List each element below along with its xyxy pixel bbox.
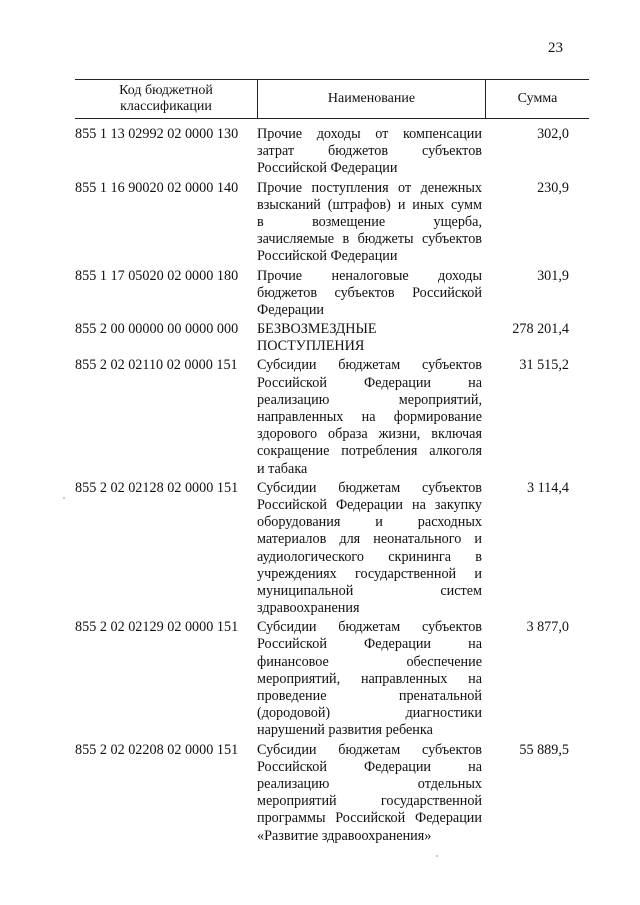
page-number: 23 — [548, 40, 563, 56]
header-code-line1: Код бюджетной — [119, 83, 213, 98]
item-name — [257, 742, 486, 845]
item-name-line: ПОСТУПЛЕНИЯ — [257, 338, 365, 355]
item-name-line: Субсидии бюджетам субъектов — [257, 357, 482, 374]
item-name — [257, 268, 486, 320]
header-code-line2: классификации — [120, 99, 212, 114]
item-name-line: затрат бюджетов субъектов — [257, 143, 482, 160]
budget-code: 855 2 02 02128 02 0000 151 — [75, 479, 239, 496]
budget-code: 855 2 02 02208 02 0000 151 — [75, 741, 239, 758]
budget-code: 855 2 00 00000 00 0000 000 — [75, 321, 239, 338]
table-row — [75, 268, 589, 320]
item-name-line: муниципальной систем — [257, 582, 482, 599]
item-name — [257, 321, 486, 355]
header-code — [75, 80, 257, 118]
item-name-line: Субсидии бюджетам субъектов — [257, 479, 482, 496]
table-row — [75, 480, 589, 618]
item-name-line: Субсидии бюджетам субъектов — [257, 741, 482, 758]
item-name-line: финансовое обеспечение — [257, 653, 482, 670]
item-name-line: мероприятий, направленных на — [257, 670, 482, 687]
item-name-line: Федерации — [257, 301, 325, 318]
item-name-line: Прочие поступления от денежных — [257, 179, 482, 196]
item-name-line: сокращение потребления алкоголя — [257, 443, 482, 460]
item-name — [257, 480, 486, 618]
amount: 278 201,4 — [512, 321, 569, 338]
table-row — [75, 357, 589, 477]
item-name — [257, 126, 486, 178]
item-name-line: аудиологического скрининга в — [257, 548, 482, 565]
item-name-line: оборудования и расходных — [257, 514, 482, 531]
item-name-line: Прочие неналоговые доходы — [257, 267, 482, 284]
item-name — [257, 357, 486, 477]
table-row — [75, 180, 589, 266]
item-name-line: Российской Федерации на закупку — [257, 496, 482, 513]
item-name-line: взысканий (штрафов) и иных сумм — [257, 196, 482, 213]
item-name-line: нарушений развития ребенка — [257, 722, 433, 739]
item-name-line: здорового образа жизни, включая — [257, 426, 482, 443]
item-name-line: Прочие доходы от компенсации — [257, 126, 482, 142]
table-header — [75, 79, 589, 119]
item-name-line: Российской Федерации — [257, 160, 398, 177]
item-name — [257, 180, 486, 266]
item-name-line: реализацию отдельных — [257, 775, 482, 792]
item-name-line: Субсидии бюджетам субъектов — [257, 619, 482, 636]
table-row — [75, 126, 589, 178]
scan-speck — [436, 855, 438, 857]
item-name-line: в возмещение ущерба, — [257, 213, 482, 230]
table-body — [75, 126, 589, 847]
item-name-line: бюджетов субъектов Российской — [257, 284, 482, 301]
amount: 55 889,5 — [519, 741, 569, 758]
table-row — [75, 619, 589, 739]
item-name-line: БЕЗВОЗМЕЗДНЫЕ — [257, 321, 377, 338]
item-name-line: «Развитие здравоохранения» — [257, 827, 432, 844]
item-name-line: проведение пренатальной — [257, 688, 482, 704]
item-name-line: материалов для неонатального и — [257, 531, 482, 548]
header-name: Наименование — [257, 80, 486, 118]
item-name-line: и табака — [257, 460, 308, 477]
budget-code: 855 2 02 02110 02 0000 151 — [75, 357, 238, 374]
amount: 302,0 — [537, 126, 569, 142]
item-name-line: Российской Федерации на — [257, 758, 482, 775]
table-row — [75, 321, 589, 355]
amount: 31 515,2 — [519, 357, 569, 374]
item-name-line: (дородовой) диагностики — [257, 705, 482, 722]
budget-code: 855 1 17 05020 02 0000 180 — [75, 267, 239, 284]
budget-code: 855 1 13 02992 02 0000 130 — [75, 126, 239, 142]
item-name-line: программы Российской Федерации — [257, 810, 482, 827]
item-name-line: зачисляемые в бюджеты субъектов — [257, 231, 482, 248]
amount: 230,9 — [537, 179, 569, 196]
item-name-line: направленных на формирование — [257, 409, 482, 425]
amount: 3 877,0 — [526, 619, 569, 636]
amount: 3 114,4 — [526, 479, 569, 496]
amount: 301,9 — [537, 267, 569, 284]
item-name-line: Российской Федерации на — [257, 374, 482, 391]
item-name-line: мероприятий государственной — [257, 793, 482, 810]
item-name-line: здравоохранения — [257, 600, 360, 617]
budget-code: 855 2 02 02129 02 0000 151 — [75, 619, 239, 636]
item-name-line: Российской Федерации на — [257, 636, 482, 653]
item-name — [257, 619, 486, 739]
item-name-line: учреждениях государственной и — [257, 565, 482, 582]
scan-speck — [63, 497, 65, 499]
table-row — [75, 742, 589, 845]
header-sum: Сумма — [517, 91, 558, 106]
item-name-line: реализацию мероприятий, — [257, 391, 482, 408]
budget-code: 855 1 16 90020 02 0000 140 — [75, 179, 239, 196]
item-name-line: Российской Федерации — [257, 248, 398, 265]
